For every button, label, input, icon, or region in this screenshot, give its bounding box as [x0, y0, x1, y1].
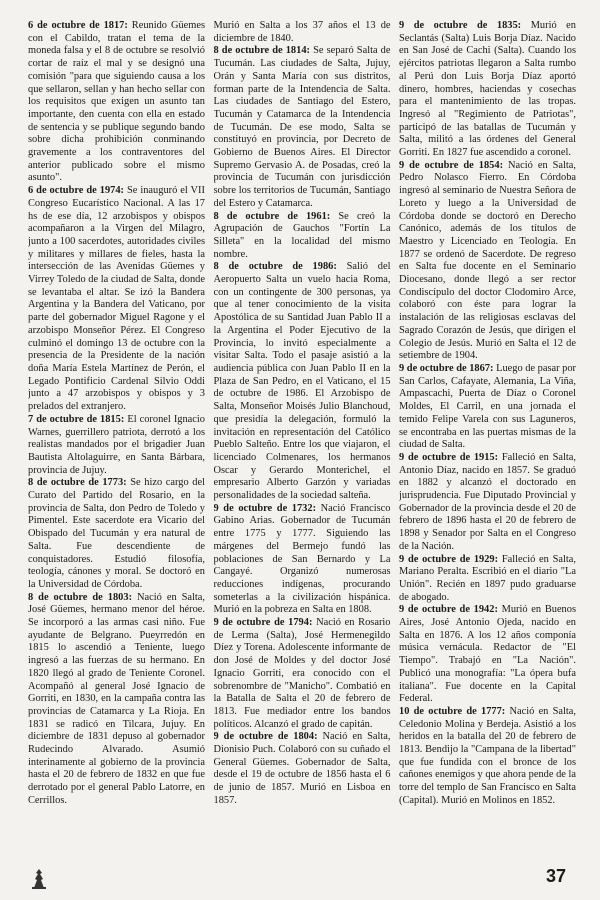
- entry-text: Nació Francisco Gabino Arias. Gobernador de Tucumán entre 1775 y 1777. Siguiendo las márgenes del Bermejo fundó las poblaciones de San Bernardo y La Cangayé. Organizó numerosas reducciones indígenas, procurando someterlas a la civilización hispánica. Murió en la pobreza en Salta en 1808.: [213, 502, 391, 616]
- entry-text: Se hizo cargo del Curato del Partido del Rosario, en la provincia de Salta, don Pedro de Toledo y Pimentel. Este sacerdote era Vicario del Obispado del Tucumán y era natural de Salta. Fue descendiente de conquistadores. Estudió filosofía, teología, cánones y moral. Se doctoró en la Universidad de Córdoba.: [28, 477, 205, 590]
- entry-date: 8 de octubre de 1986:: [213, 261, 337, 273]
- column-1: [28, 20, 205, 862]
- chronology-entry: [28, 592, 205, 808]
- chronology-entry: [399, 452, 576, 554]
- entry-text: Nació en Rosario de Lerma (Salta), José Hermenegildo Díez y Torena. Adolescente informante de don José de Moldes y del doctor José Ignacio Gorriti, era conocido con el sobrenombre de "Manicho". Combatió en la Batalla de Salta el 20 de febrero de 1813. Fue mediador entre los bandos políticos. Alcanzó el grado de capitán.: [213, 617, 391, 730]
- chronology-entry: [214, 261, 391, 502]
- chronology-entry: [28, 414, 205, 478]
- entry-date: 7 de octubre de 1815:: [28, 413, 125, 425]
- chronology-entry: [399, 604, 576, 706]
- entry-text: Se creó la Agrupación de Gauchos "Fortín La Silleta" en la localidad del mismo nombre.: [213, 210, 391, 260]
- entry-text: Murió en Salta a los 37 años el 13 de diciembre de 1840.: [213, 20, 391, 44]
- entry-date: 9 de octubre de 1732:: [213, 502, 317, 514]
- entry-text: Nació en Salta, Celedonio Molina y Berdeja. Asistió a los heridos en la batalla del 20 de febrero de 1813. Bendijo la "Campana de la libertad" que fue fundida con el bronce de los cañones enemigos y que ahora pende de la torre del templo de San Francisco en Salta (Capital). Murió en Molinos en 1852.: [399, 705, 576, 806]
- entry-text: Salió del Aeropuerto Salta un vuelo hacia Roma, con un contingente de 300 personas, ya que al tener conocimiento de la visita Apostólica de su Santidad Juan Pablo II a la Argentina el Poder Ejecutivo de la Provincia, lo invitó especialmente a visitar Salta. Todo el pasaje asistió a la audiencia pública con Juan Pablo II en la Plaza de San Pedro, en el Vaticano, el 15 de octubre de 1986. El Arzobispo de Salta, Monseñor Moisés Julio Blanchoud, que presidía la delegación, formuló la invitación en representación del Católico Pueblo Salteño. Entre los que viajaron, el licenciado Colmenares, los hermanos Oscar y Gerardo Monterichel, el empresario Alberto Garzón y variadas personalidades de la sociedad salteña.: [213, 261, 391, 502]
- text-columns: [28, 20, 576, 862]
- entry-text: Reunido Güemes con el Cabildo, tratan el tema de la moneda falsa y el 8 de octubre se resolvió cortar de raíz el mal y se designó una comisión "para que siguiendo causa a los que sellaron, sellan y han hecho sellar con los requisitos que exigen un asunto tan importante, den cuenta con ella en estado de sentencia y se publique segundo bando sobre dicha prohibición conminando gravemente a los contraventores del anterior publicado sobre el mismo asunto".: [28, 20, 205, 184]
- chronology-entry: [399, 20, 576, 160]
- chronology-entry: [399, 554, 576, 605]
- gaucho-logo-icon: [30, 868, 48, 890]
- column-2: [214, 20, 391, 862]
- chronology-entry: [214, 503, 391, 617]
- entry-date: 8 de octubre de 1814:: [213, 45, 310, 57]
- chronology-entry: [28, 477, 205, 591]
- entry-text: El coronel Ignacio Warnes, guerrillero patriota, derrotó a los realistas mandados por el brigadier Juan Bautista Altolaguirre, en Santa Bárbara, provincia de Jujuy.: [28, 413, 205, 476]
- chronology-entry: [214, 731, 391, 807]
- chronology-entry: [28, 20, 205, 185]
- entry-date: 9 de octubre de 1942:: [399, 604, 498, 616]
- entry-date: 8 de octubre de 1773:: [28, 477, 127, 489]
- entry-text: Falleció en Salta, Mariano Peralta. Escribió en el diario "La Unión". Recién en 1897 pudo graduarse de abogado.: [399, 553, 576, 603]
- entry-text: Luego de pasar por San Carlos, Cafayate, Alemania, La Viña, Ampascachi, Puerta de Díaz o Coronel Moldes, El Carril, en una jornada el temido Felipe Varela con sus Laguneros, se encontraba en las puertas mismas de la ciudad de Salta.: [399, 362, 576, 451]
- entry-text: Falleció en Salta, Antonio Díaz, nacido en 1857. Se graduó en 1882 y alcanzó el doctorado en jurisprudencia. Fue Diputado Provincial y Gobernador de la provincia desde el 20 de febrero de 1896 hasta el 20 de febrero de 1898 y Senador por Salta en el Congreso de la Nación.: [399, 451, 576, 552]
- entry-date: 9 de octubre de 1835:: [399, 20, 522, 31]
- entry-date: 10 de octubre de 1777:: [399, 705, 506, 717]
- entry-text: Se separó Salta de Tucumán. Las ciudades de Salta, Jujuy, Orán y Santa María con sus distritos, forman parte de la Intendencia de Salta. Las ciudades de Santiago del Estero, Tucumán y Catamarca de la Intendencia de Tucumán. De ese modo, Salta se constituyó en provincia, por Decreto de Gobierno de Buenos Aires. El Director Supremo Gervasio A. de Posadas, creó la provincia de Tucumán con jurisdicción sobre los territorios de Tucumán, Santiago del Estero y Catamarca.: [213, 45, 391, 209]
- entry-date: 9 de octubre de 1854:: [399, 159, 504, 171]
- chronology-entry: [399, 363, 576, 452]
- chronology-entry: [214, 617, 391, 731]
- chronology-entry: [28, 185, 205, 414]
- entry-text: Murió en Buenos Aires, José Antonio Ojeda, nacido en Salta en 1876. A los 12 años componía música vernácula. Redactor de "El Tiempo". Trabajó en "La Nación". Publicó una monografía: "La ópera bufa italiana". Fue docente en la Capital Federal.: [399, 604, 576, 705]
- column-3: [399, 20, 576, 862]
- entry-date: 8 de octubre de 1961:: [213, 210, 331, 222]
- entry-date: 9 de octubre de 1915:: [399, 451, 499, 463]
- chronology-entry: [214, 211, 391, 262]
- entry-date: 6 de octubre de 1974:: [28, 185, 124, 197]
- entry-date: 6 de octubre de 1817:: [28, 20, 128, 31]
- entry-date: 8 de octubre de 1803:: [28, 591, 133, 603]
- entry-text: Nació en Salta, Pedro Nolasco Fierro. En Córdoba ingresó al seminario de Nuestra Señora de Loreto y luego a la Universidad de Córdoba donde se doctoró en Derecho Canónico, además de los títulos de Maestro y Licenciado en Teología. En 1877 se ordenó de Sacerdote. De regreso en Salta fue docente en el Seminario Diocesano, donde llegó a ser rector Condiscípulo del doctor Clodomiro Arce, colaboró con éste para lograr la instalación de las religiosas esclavas del Sagrado Corazón de Jesús, que dirigen el Colegio de Jesús. Murió en Salta el 12 de setiembre de 1904.: [399, 159, 576, 362]
- entry-date: 9 de octubre de 1929:: [399, 553, 499, 565]
- page-number: 37: [545, 866, 566, 886]
- entry-text: Nació en Salta, José Güemes, hermano menor del héroe. Se incorporó a las armas casi niño. Fue ayudante de Belgrano. Pueyrredón en 1815 lo ascendió a Teniente, luego ingresó a las fuerzas de su hermano. En 1820 llegó al grado de Teniente Coronel. Acompañó al general José Ignacio de Gorriti, en 1830, en la campaña contra las provincias de Catamarca y La Rioja. En 1831 se radicó en Tilcara, Jujuy. En diciembre de 1831 depuso al gobernador Rudecindo Alvarado. Asumió interinamente al gobierno de la provincia hasta el 20 de febrero de 1832 en que fue derrotado por el general Pablo Latorre, en Cerrillos.: [28, 591, 205, 806]
- chronology-entry: [214, 20, 391, 45]
- entry-text: Murió en Seclantás (Salta) Luis Borja Díaz. Nacido en San José de Cachi (Salta). Cuando los ejércitos patriotas llegaron a Salta rumbo al Perú don Luis Borja Díaz aportó dinero, hombres, haciendas y cosechas para el mantenimiento de las tropas. Ingresó al "Regimiento de Patriotas", participó de las batallas de Tucumán y Salta, militó a las órdenes del General Gorriti. En 1827 fue ascendido a coronel.: [399, 20, 576, 159]
- entry-text: Se inauguró el VII Congreso Eucarístico Nacional. A las 17 hs de ese día, 12 arzobispos y obispos acompañaron a la Virgen del Milagro, junto a 100 sacerdotes, autoridades civiles y militares y millares de fieles, hasta la intersección de las Avenidas Güemes y Virrey Toledo de la ciudad de Salta, donde se levantaba el altar. Se izó la Bandera Argentina y la Bandera del Vaticano, por parte del gobernador Miguel Ragone y el arzobispo Monseñor Pérez. El Congreso culminó el domingo 13 de octubre con la presencia de la Presidente de la nación doña María Estela Martínez de Perón, el Legado Pontificio Cardenal Silvio Oddi junto a 47 arzobispos y obispos y 3 prelados del extranjero.: [28, 185, 205, 413]
- entry-date: 9 de octubre de 1867:: [399, 362, 494, 374]
- chronology-entry: [399, 706, 576, 808]
- chronology-entry: [399, 160, 576, 363]
- entry-date: 9 de octubre de 1804:: [213, 731, 318, 743]
- entry-text: Nació en Salta, Dionisio Puch. Colaboró con su cuñado el General Güemes. Gobernador de Salta, desde el 19 de octubre de 1856 hasta el 6 de junio de 1857. Murió en Lisboa en 1857.: [213, 731, 391, 806]
- entry-date: 9 de octubre de 1794:: [213, 617, 313, 629]
- chronology-entry: [214, 45, 391, 210]
